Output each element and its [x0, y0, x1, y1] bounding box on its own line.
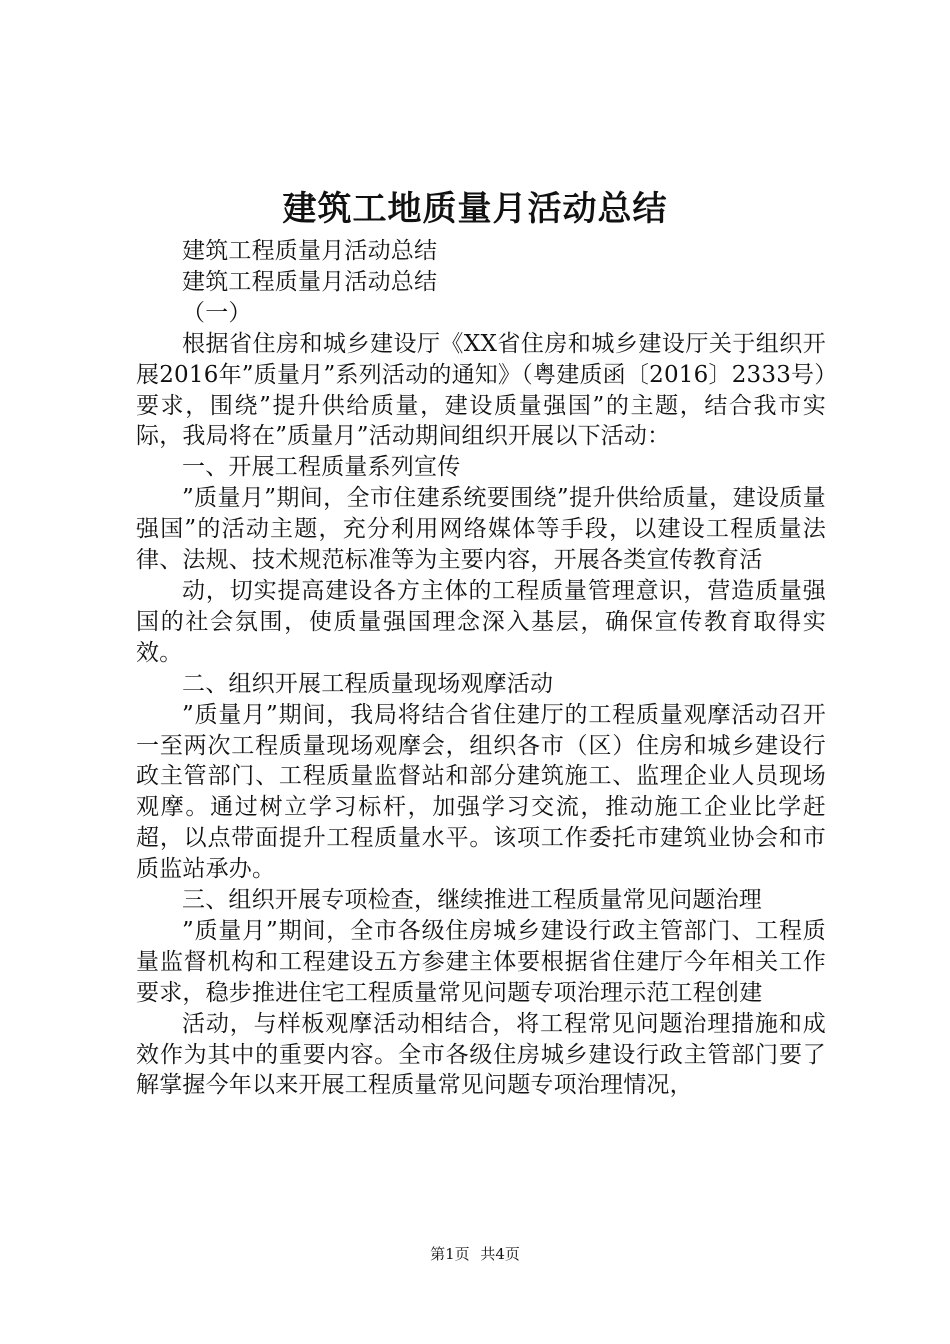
paragraph: ”质量月”期间，我局将结合省住建厅的工程质量观摩活动召开一至两次工程质量现场观摩会，组织各市（区）住房和城乡建设行政主管部门、工程质量监督站和部分建筑施工、监理企业人员现场观摩。通过树立学习标杆，加强学习交流，推动施工企业比学赶超，以点带面提升工程质量水平。该项工作委托市建筑业协会和市质监站承办。 [136, 701, 826, 883]
paragraph: ”质量月”期间，全市各级住房城乡建设行政主管部门、工程质量监督机构和工程建设五方参建主体要根据省住建厅今年相关工作要求，稳步推进住宅工程质量常见问题专项治理示范工程创建 [136, 917, 826, 1006]
paragraph: ”质量月”期间，全市住建系统要围绕”提升供给质量，建设质量强国”的活动主题，充分利用网络媒体等手段，以建设工程质量法律、法规、技术规范标准等为主要内容，开展各类宣传教育活 [136, 485, 826, 574]
document-title: 建筑工地质量月活动总结 [282, 189, 668, 229]
paragraph: 活动，与样板观摩活动相结合，将工程常见问题治理措施和成效作为其中的重要内容。全市各级住房城乡建设行政主管部门要了解掌握今年以来开展工程质量常见问题专项治理情况， [136, 1010, 826, 1099]
paragraph: 根据省住房和城乡建设厅《XX省住房和城乡建设厅关于组织开展2016年”质量月”系列活动的通知》（粤建质函〔2016〕2333号）要求，围绕”提升供给质量，建设质量强国”的主题，结合我市实际，我局将在”质量月”活动期间组织开展以下活动： [136, 330, 826, 450]
section-heading: 二、组织开展工程质量现场观摩活动 [182, 670, 554, 697]
section-heading: 一、开展工程质量系列宣传 [182, 454, 461, 481]
paragraph: （一） [182, 299, 252, 326]
paragraph: 建筑工程质量月活动总结 [182, 268, 438, 295]
section-heading: 三、组织开展专项检查，继续推进工程质量常见问题治理 [182, 887, 762, 914]
paragraph: 动，切实提高建设各方主体的工程质量管理意识，营造质量强国的社会氛围，使质量强国理念深入基层，确保宣传教育取得实效。 [136, 577, 826, 666]
document-body [136, 236, 826, 1101]
page-footer: 第1页 共4页 [430, 1245, 520, 1263]
paragraph: 建筑工程质量月活动总结 [182, 238, 438, 264]
